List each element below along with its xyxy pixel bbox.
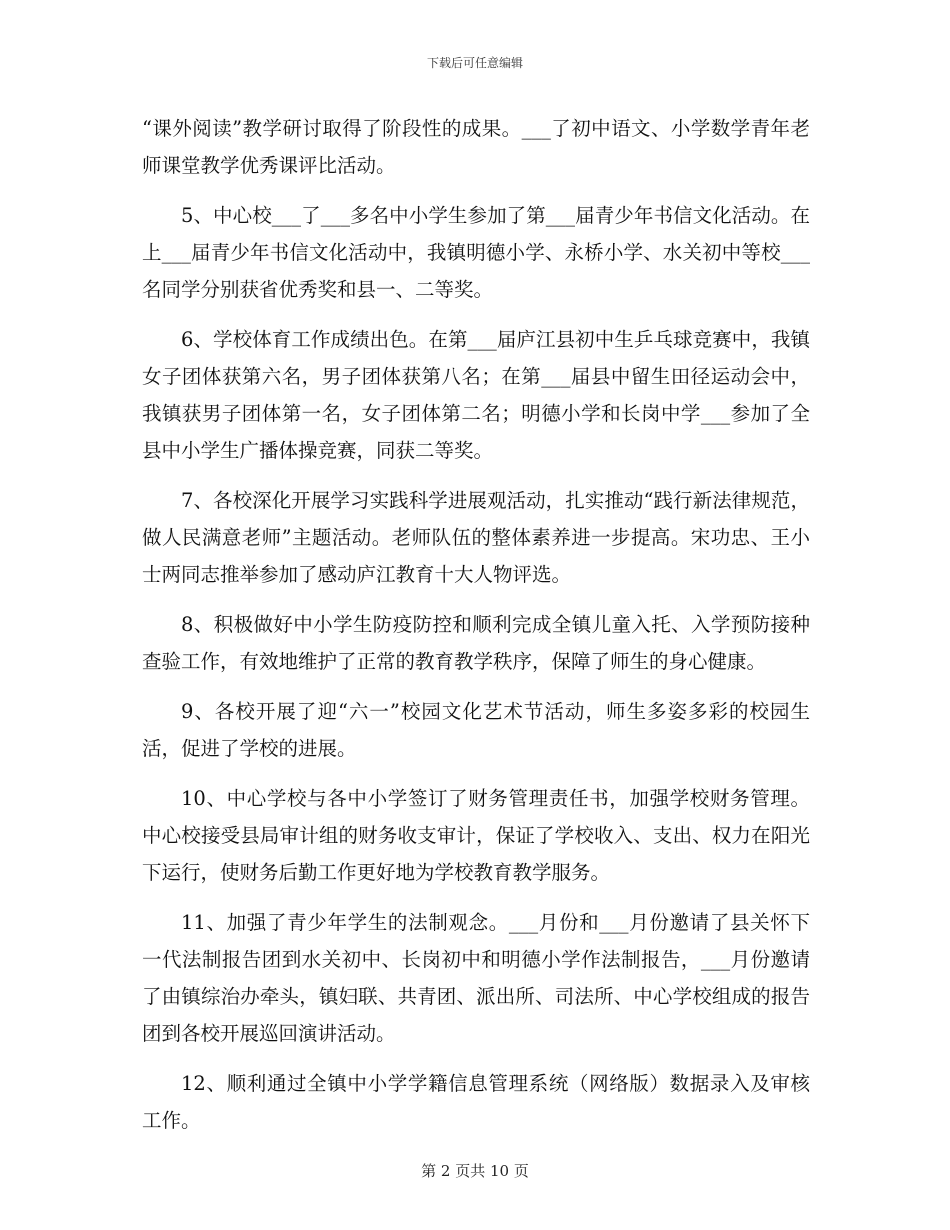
paragraph-continued: “课外阅读”教学研讨取得了阶段性的成果。___了初中语文、小学数学青年老师课堂教学优秀课评比活动。 — [142, 117, 810, 177]
paragraph-item-10: 10、中心学校与各中小学签订了财务管理责任书，加强学校财务管理。中心校接受县局审计组的财务收支审计，保证了学校收入、支出、权力在阳光下运行，使财务后勤工作更好地为学校教育教学服务。 — [142, 787, 810, 884]
page-header: 下载后可任意编辑 — [426, 56, 523, 70]
paragraph-item-6: 6、学校体育工作成绩出色。在第___届庐江县初中生乒乓球竞赛中，我镇女子团体获第六名，男子团体获第八名；在第___届县中留生田径运动会中，我镇获男子团体第一名，女子团体第二名；明德小学和长岗中学___参加了全县中小学生广播体操竞赛，同获二等奖。 — [142, 328, 810, 462]
paragraph-item-5: 5、中心校___了___多名中小学生参加了第___届青少年书信文化活动。在上___届青少年书信文化活动中，我镇明德小学、永桥小学、水关初中等校___名同学分别获省优秀奖和县一、二等奖。 — [142, 204, 810, 301]
paragraph-item-7: 7、各校深化开展学习实践科学进展观活动，扎实推动“践行新法律规范，做人民满意老师”主题活动。老师队伍的整体素养进一步提高。宋功忠、王小士两同志推举参加了感动庐江教育十大人物评选。 — [142, 489, 810, 586]
paragraph-item-9: 9、各校开展了迎“六一”校园文化艺术节活动，师生多姿多彩的校园生活，促进了学校的进展。 — [142, 700, 810, 760]
document-body — [142, 110, 810, 1152]
page-number-footer: 第 2 页共 10 页 — [421, 1162, 529, 1180]
paragraph-item-11: 11、加强了青少年学生的法制观念。___月份和___月份邀请了县关怀下一代法制报告团到水关初中、长岗初中和明德小学作法制报告，___月份邀请了由镇综治办牵头，镇妇联、共青团、派出所、司法所、中心学校组成的报告团到各校开展巡回演讲活动。 — [142, 911, 810, 1045]
paragraph-item-8: 8、积极做好中小学生防疫防控和顺利完成全镇儿童入托、入学预防接种查验工作，有效地维护了正常的教育教学秩序，保障了师生的身心健康。 — [142, 613, 810, 673]
paragraph-item-12: 12、顺利通过全镇中小学学籍信息管理系统（网络版）数据录入及审核工作。 — [142, 1072, 810, 1132]
